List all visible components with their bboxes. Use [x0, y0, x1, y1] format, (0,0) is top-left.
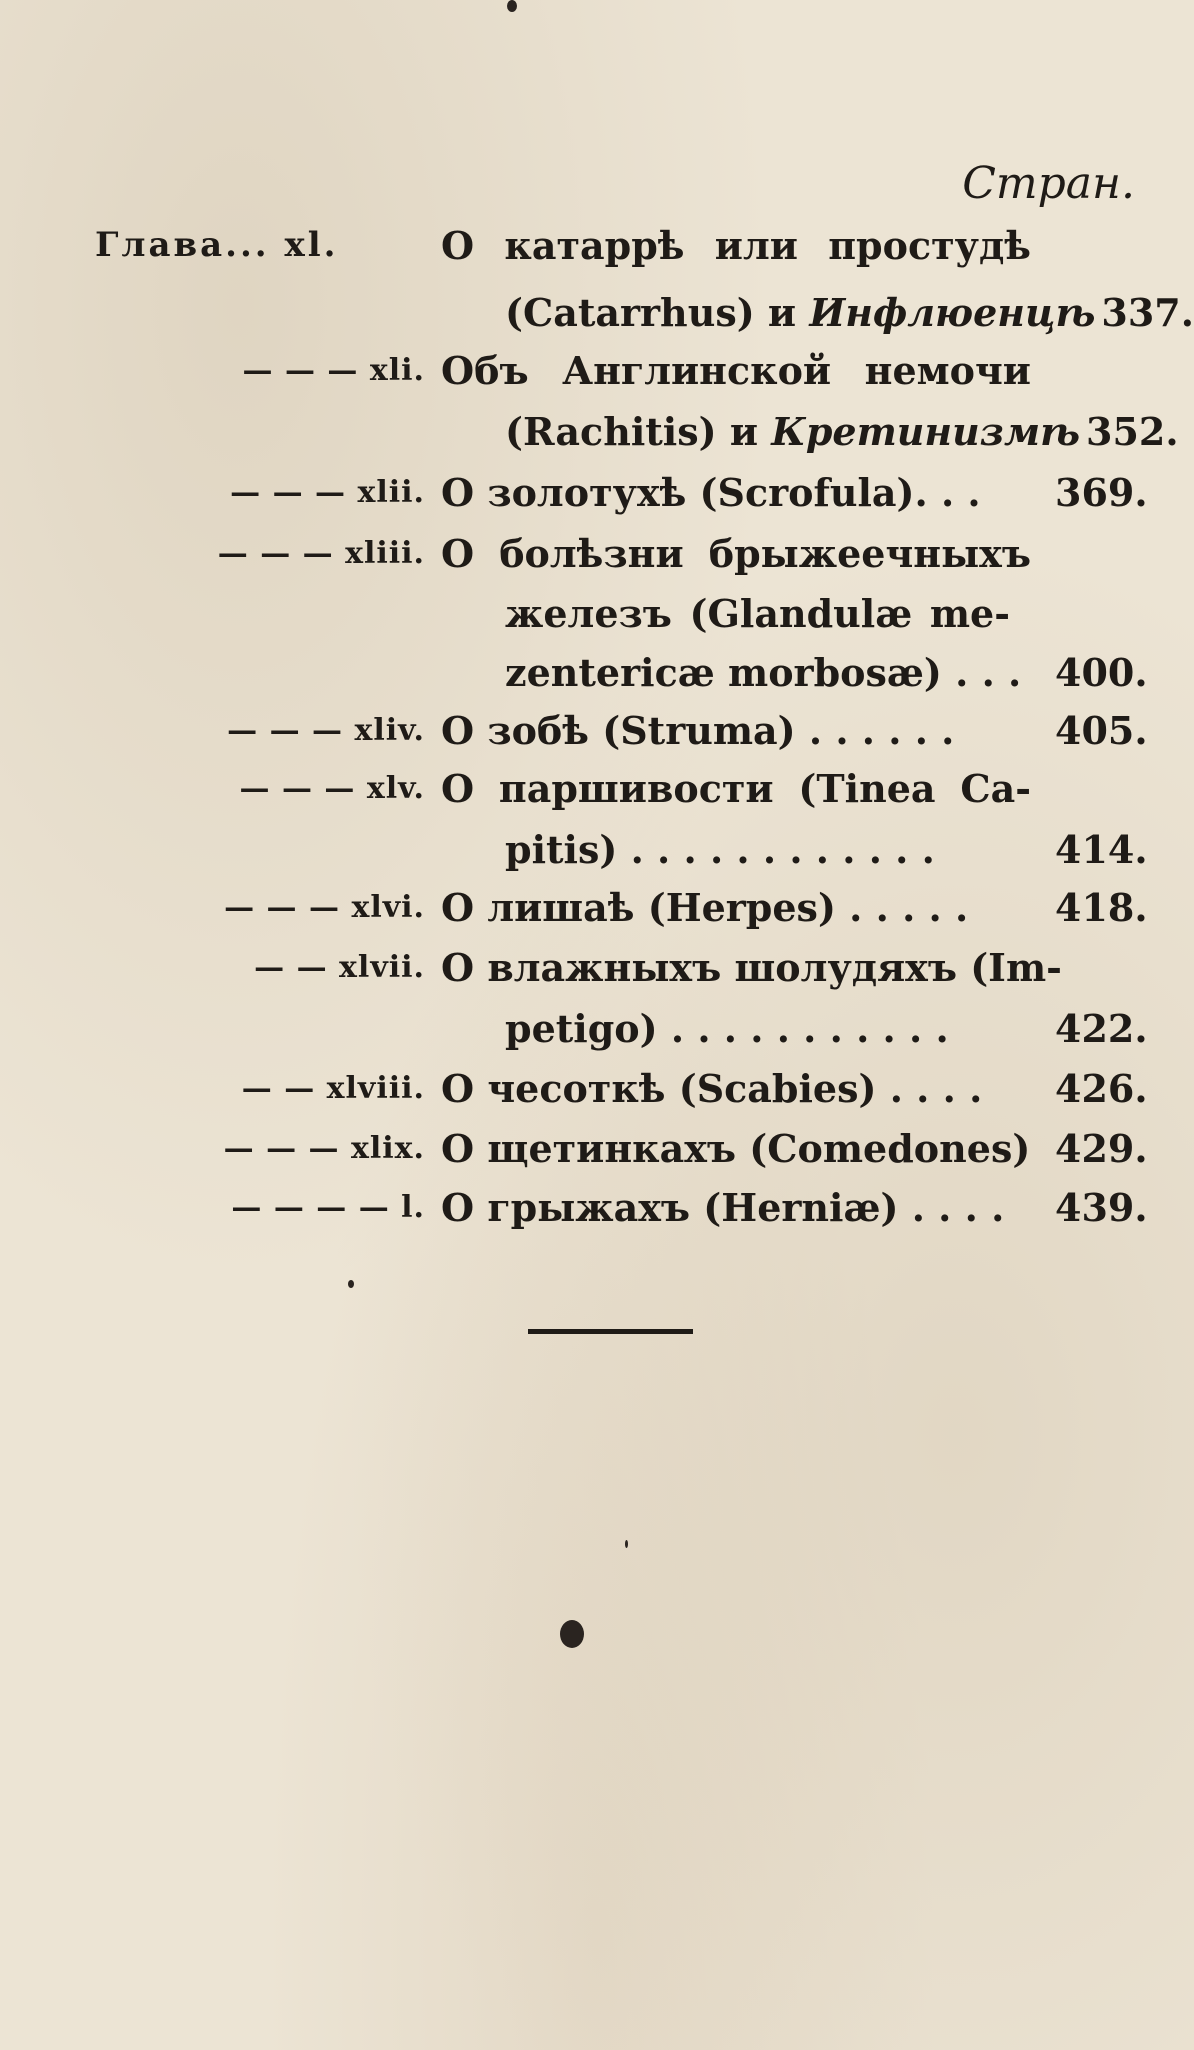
chapter-label: — — xlviii.: [241, 1070, 425, 1106]
entry-text-italic: Инфлюенцѣ: [809, 289, 1096, 335]
entry-title: Объ Англинской немочи: [441, 347, 1031, 393]
chapter-label: Глава... xl.: [95, 225, 339, 265]
toc-entry-xli: [95, 337, 1145, 403]
page-number: 405.: [1055, 707, 1148, 753]
chapter-label: — — — xli.: [242, 352, 425, 388]
ink-speck: [560, 1620, 584, 1648]
toc-entry-xlii: [95, 459, 1148, 525]
entry-text: (Catarrhus) и: [505, 289, 810, 335]
entry-title-continuation: pitis) . . . . . . . . . . . .: [505, 826, 935, 872]
page-number: 418.: [1055, 884, 1148, 930]
entry-title: О золотухѣ (Scrofula). . .: [441, 469, 981, 515]
entry-title-continuation: [505, 290, 1095, 335]
toc-entry-xlv-continuation: [505, 816, 1148, 882]
ink-speck: [348, 1280, 354, 1288]
toc-entry-xlv: [95, 755, 1145, 821]
toc-entry-xlvii: [95, 934, 1145, 1000]
entry-title: О влажныхъ шолудяхъ (Im-: [441, 944, 1062, 990]
page-number: 426.: [1055, 1065, 1148, 1111]
entry-title-continuation: zentericæ morbosæ) . . .: [505, 649, 1022, 695]
toc-entry-xliii: [95, 520, 1145, 586]
chapter-label: — — — xlvi.: [224, 889, 425, 925]
chapter-label: — — — xlix.: [223, 1130, 425, 1166]
entry-title: О паршивости (Tinea Ca-: [441, 765, 1031, 811]
end-rule-divider: [528, 1329, 693, 1334]
entry-text: (Rachitis) и: [505, 408, 772, 454]
entry-text-italic: Кретинизмѣ: [771, 408, 1081, 454]
entry-title-continuation: железъ (Glandulæ me-: [505, 590, 1010, 636]
entry-title: О лишаѣ (Herpes) . . . . .: [441, 884, 969, 930]
chapter-label: — — — xlv.: [239, 770, 425, 806]
toc-entry-xliii-continuation-1: [505, 580, 1145, 646]
entry-title-continuation: [505, 409, 1080, 454]
toc-entry-xlix: [95, 1115, 1148, 1181]
page-number: 337.: [1101, 289, 1194, 335]
page-number: 369.: [1055, 469, 1148, 515]
page-number: 414.: [1055, 826, 1148, 872]
toc-entry-xliii-continuation-2: [505, 639, 1148, 705]
chapter-label: — — — xliv.: [227, 712, 425, 748]
toc-entry-l: [95, 1174, 1148, 1240]
page-number: 439.: [1055, 1184, 1148, 1230]
toc-entry-xl-continuation: [505, 279, 1194, 345]
toc-entry-xlvii-continuation: [505, 995, 1148, 1061]
ink-speck: [507, 0, 517, 12]
page-number: 422.: [1055, 1005, 1148, 1051]
toc-entry-xlvi: [95, 874, 1148, 940]
chapter-label: — — — xlii.: [230, 474, 425, 510]
entry-title: О катаррѣ или простудѣ: [441, 222, 1031, 268]
toc-entry-xlviii: [95, 1055, 1148, 1121]
page-number: 352.: [1086, 408, 1179, 454]
chapter-label: — — — — l.: [231, 1189, 425, 1225]
toc-entry-xl: [95, 212, 1145, 278]
entry-title: О щетинкахъ (Comedones): [441, 1125, 1031, 1171]
entry-title: О зобѣ (Struma) . . . . . .: [441, 707, 955, 753]
page-column-label: Стран.: [962, 158, 1135, 209]
chapter-label: — — xlvii.: [254, 949, 425, 985]
toc-entry-xli-continuation: [505, 398, 1179, 464]
entry-title-continuation: petigo) . . . . . . . . . . .: [505, 1005, 949, 1051]
page-number: 400.: [1055, 649, 1148, 695]
page-number: 429.: [1055, 1125, 1148, 1171]
entry-title: О грыжахъ (Herniæ) . . . .: [441, 1184, 1005, 1230]
entry-title: О чесоткѣ (Scabies) . . . .: [441, 1065, 983, 1111]
toc-entry-xliv: [95, 697, 1148, 763]
ink-speck: [625, 1540, 628, 1548]
chapter-label: — — — xliii.: [217, 535, 425, 571]
entry-title: О болѣзни брыжеечныхъ: [441, 530, 1031, 576]
